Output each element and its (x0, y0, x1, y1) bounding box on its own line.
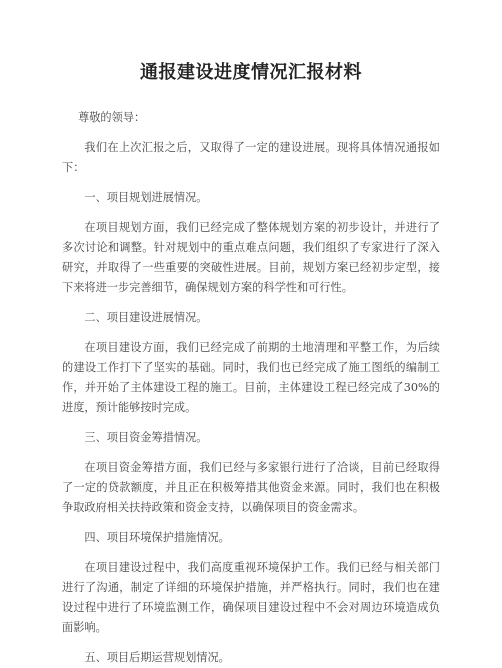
section-1-heading: 一、项目规划进展情况。 (84, 191, 208, 204)
section-5-heading: 五、项目后期运营规划情况。 (84, 651, 230, 664)
section-4-heading: 四、项目环境保护措施情况。 (84, 531, 230, 544)
intro-paragraph: 我们在上次汇报之后，又取得了一定的建设进展。现将具体情况通报如下： (62, 141, 440, 174)
salutation: 尊敬的领导： (78, 111, 146, 124)
section-2-heading: 二、项目建设进展情况。 (84, 311, 208, 324)
section-2-body: 在项目建设方面，我们已经完成了前期的土地清理和平整工作，为后续的建设工作打下了坚实的基础。同时，我们也已经完成了施工图纸的编制工作，并开始了主体建设工程的施工。目前，主体建设工程已经完成了30%的进度，预计能够按时完成。 (62, 341, 440, 414)
document-title: 通报建设进度情况汇报材料 (140, 62, 362, 83)
section-3-heading: 三、项目资金筹措情况。 (84, 431, 208, 444)
section-1-body: 在项目规划方面，我们已经完成了整体规划方案的初步设计，并进行了多次讨论和调整。针对规划中的重点难点问题，我们组织了专家进行了深入研究，并取得了一些重要的突破性进展。目前，规划方案已经初步定型，接下来将进一步完善细节，确保规划方案的科学性和可行性。 (62, 221, 440, 294)
section-4-body: 在项目建设过程中，我们高度重视环境保护工作。我们已经与相关部门进行了沟通，制定了详细的环境保护措施，并严格执行。同时，我们也在建设过程中进行了环境监测工作，确保项目建设过程中不会对周边环境造成负面影响。 (62, 561, 440, 634)
section-3-body: 在项目资金筹措方面，我们已经与多家银行进行了洽谈，目前已经取得了一定的贷款额度，并且正在积极筹措其他资金来源。同时，我们也在积极争取政府相关扶持政策和资金支持，以确保项目的资金需求。 (62, 461, 440, 514)
